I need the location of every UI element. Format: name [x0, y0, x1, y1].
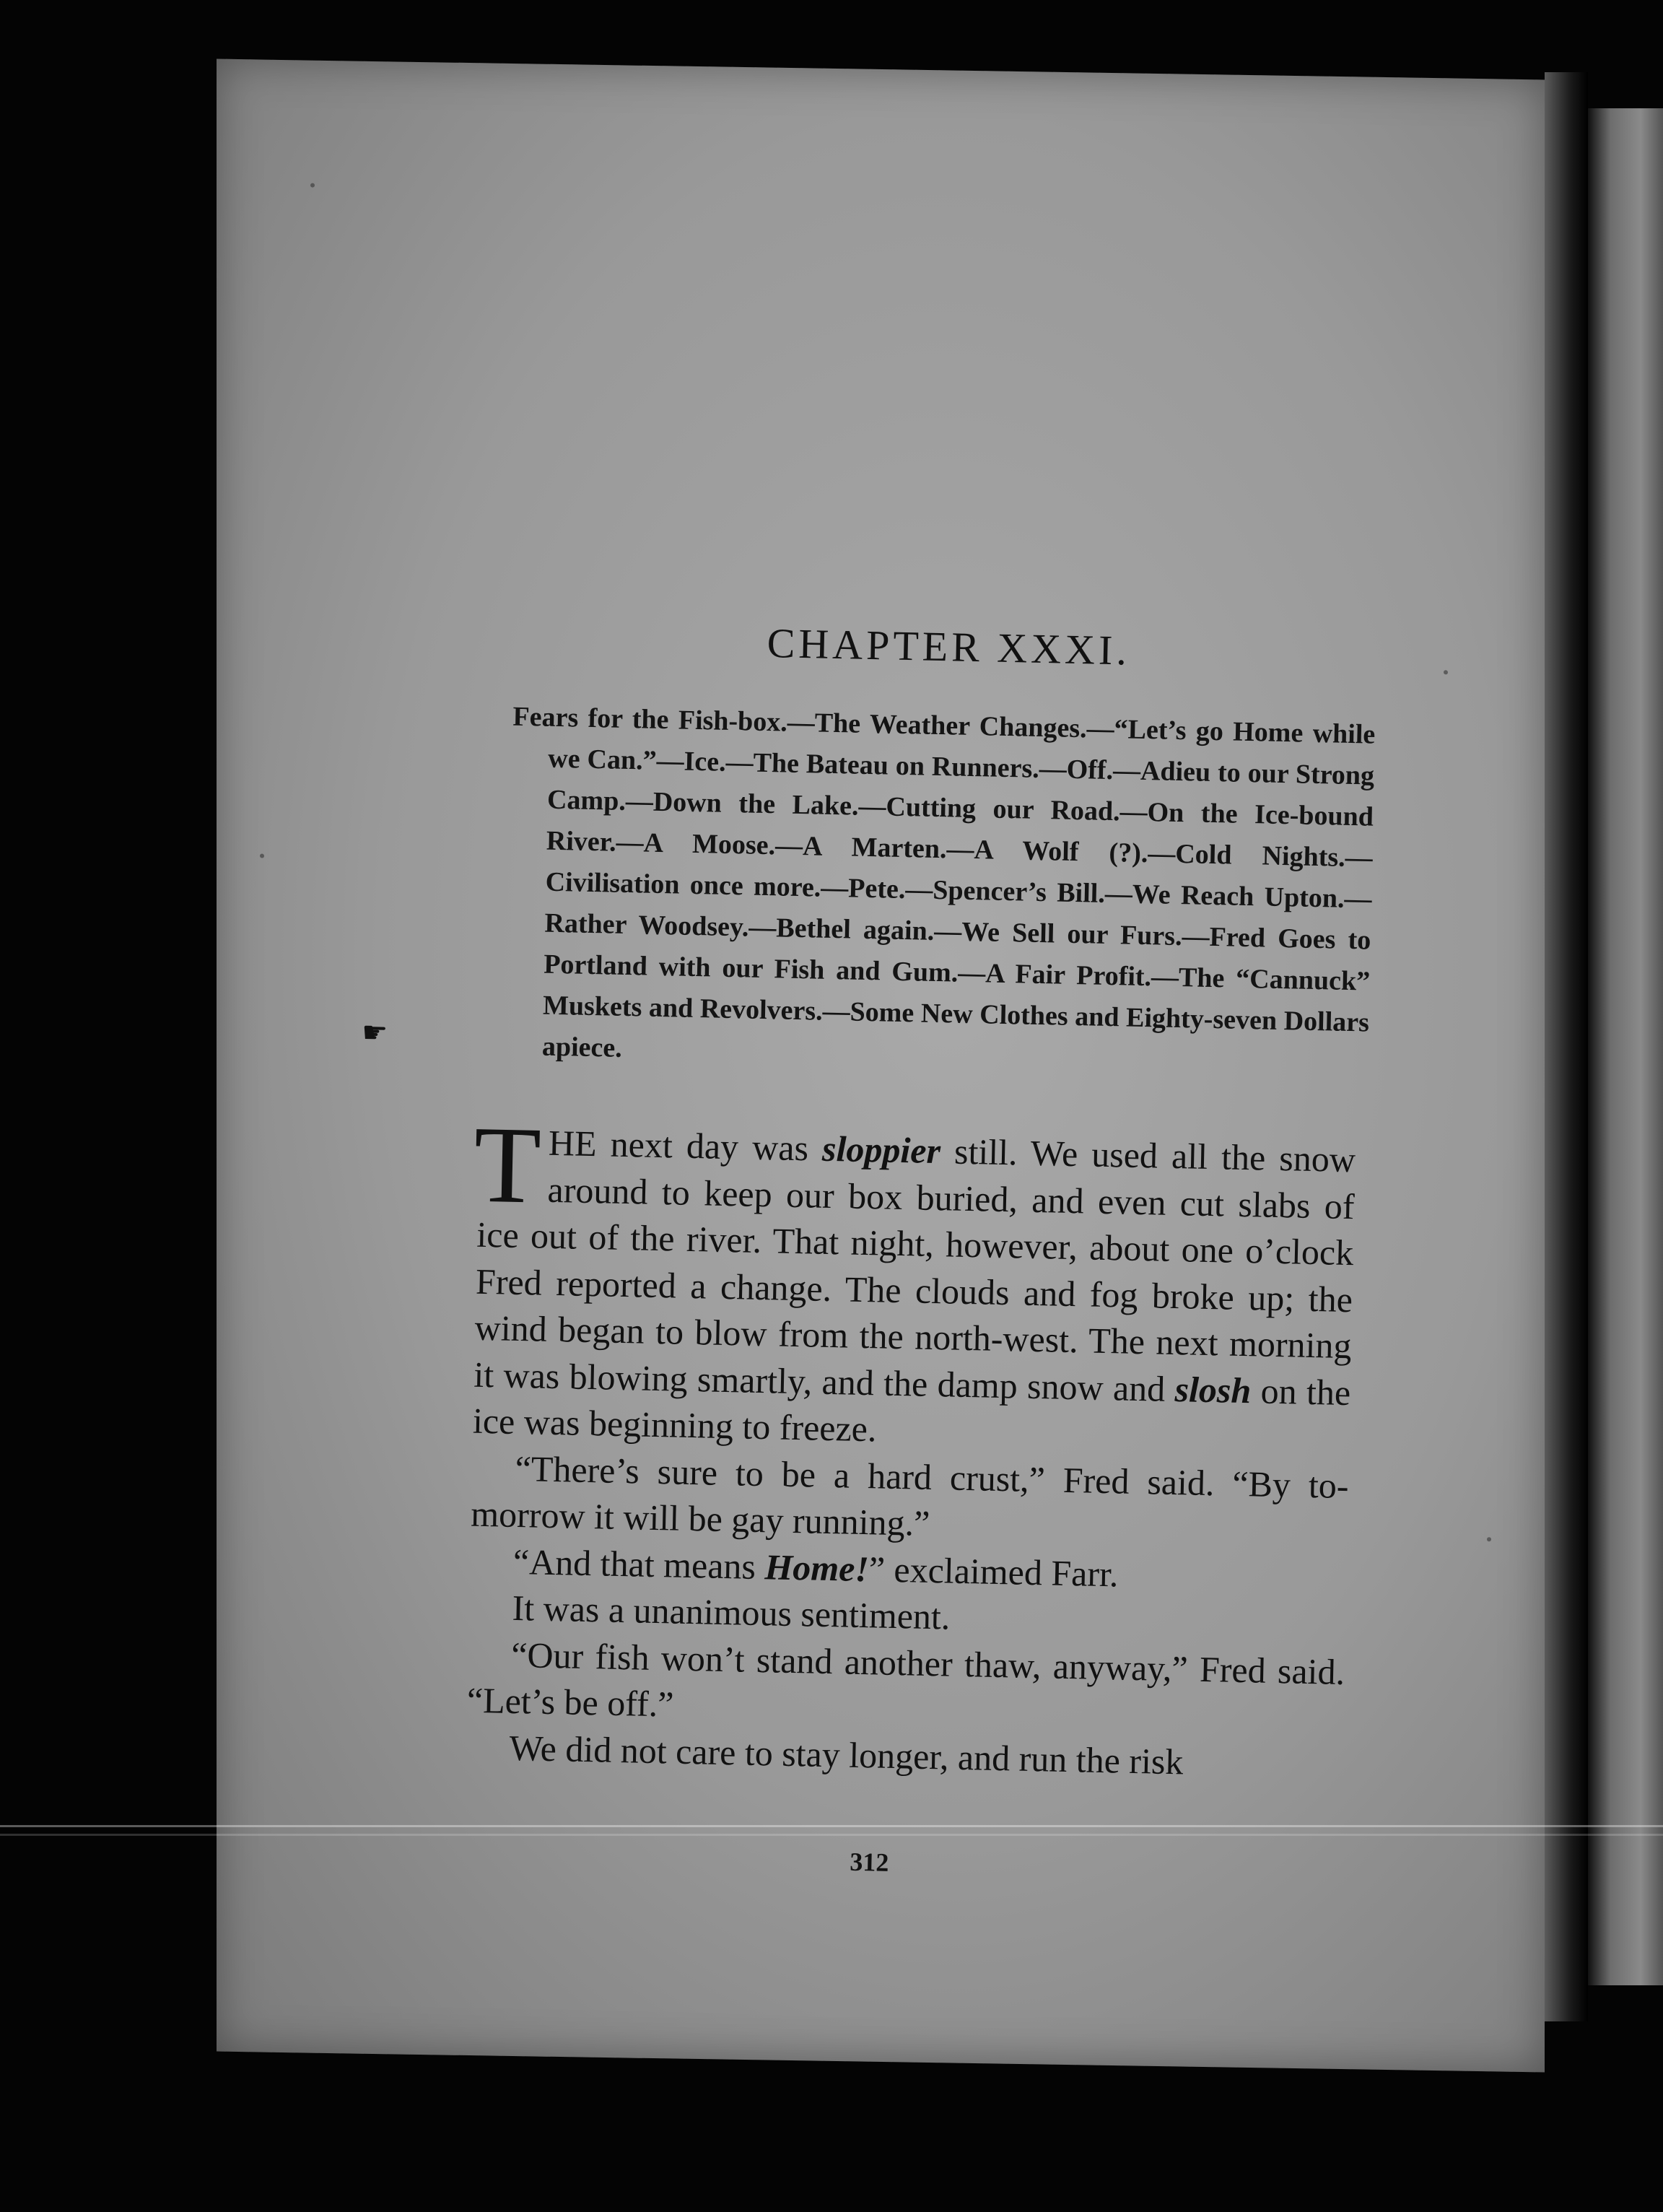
chapter-summary: Fears for the Fish-box.—The Weather Changes.—“Let’s go Home while we Can.”—Ice.—The Bateau on Runners.—Off.—Adieu to our Strong Camp.—Down the Lake.—Cutting our Road.—On the Ice-bound River.—A Moose.—A Marten.—A Wolf (?).—Cold Nights.—Civilisation once more.—Pete.—Spencer’s Bill.—We Reach Upton.—Rather Woodsey.—Bethel again.—We Sell our Furs.—Fred Goes to Portland with our Fish and Gum.—A Fair Profit.—The “Cannuck” Muskets and Revolvers.—Some New Clothes and Eighty-seven Dollars apiece. — [512, 701, 1376, 1063]
scan-artifact-line — [0, 1825, 1663, 1827]
emphasis-text: Home! — [764, 1546, 870, 1589]
paragraph-text: still. We used all the snow around to keep our box buried, and even cut slabs of ice out of the river. That night, however, about one o’clock Fred reported a change. The clouds and fog broke up; the wind began to blow from the north-west. The next morning it was blowing smartly, and the damp snow and — [473, 1131, 1356, 1409]
paragraph-text: “And that means — [512, 1541, 766, 1587]
paragraph-text: ” exclaimed Farr. — [868, 1548, 1119, 1594]
body-text — [466, 1103, 1356, 1788]
margin-pointer-mark: ☛ — [361, 1016, 388, 1050]
emphasis-text: sloppier — [821, 1128, 941, 1172]
chapter-title: CHAPTER XXXI. — [767, 619, 1131, 674]
scan-artifact-line — [0, 1834, 1663, 1836]
paragraph: “Our fish won’t stand another thaw, anyway,” Fred said. “Let’s be off.” — [466, 1634, 1345, 1725]
paragraph-text: on the ice was beginning to freeze. — [472, 1370, 1351, 1450]
page-number: 312 — [849, 1847, 889, 1877]
paragraph: It was a unanimous sentiment. — [512, 1587, 951, 1637]
paragraph-text: HE next day was — [548, 1122, 823, 1169]
paragraph: “There’s sure to be a hard crust,” Fred said. “By to-morrow it will be gay running.” — [470, 1447, 1350, 1543]
emphasis-text: slosh — [1174, 1368, 1252, 1411]
paragraph — [472, 1103, 1356, 1463]
paragraph: We did not care to stay longer, and run the risk — [509, 1727, 1184, 1782]
drop-cap: T — [472, 1103, 543, 1227]
